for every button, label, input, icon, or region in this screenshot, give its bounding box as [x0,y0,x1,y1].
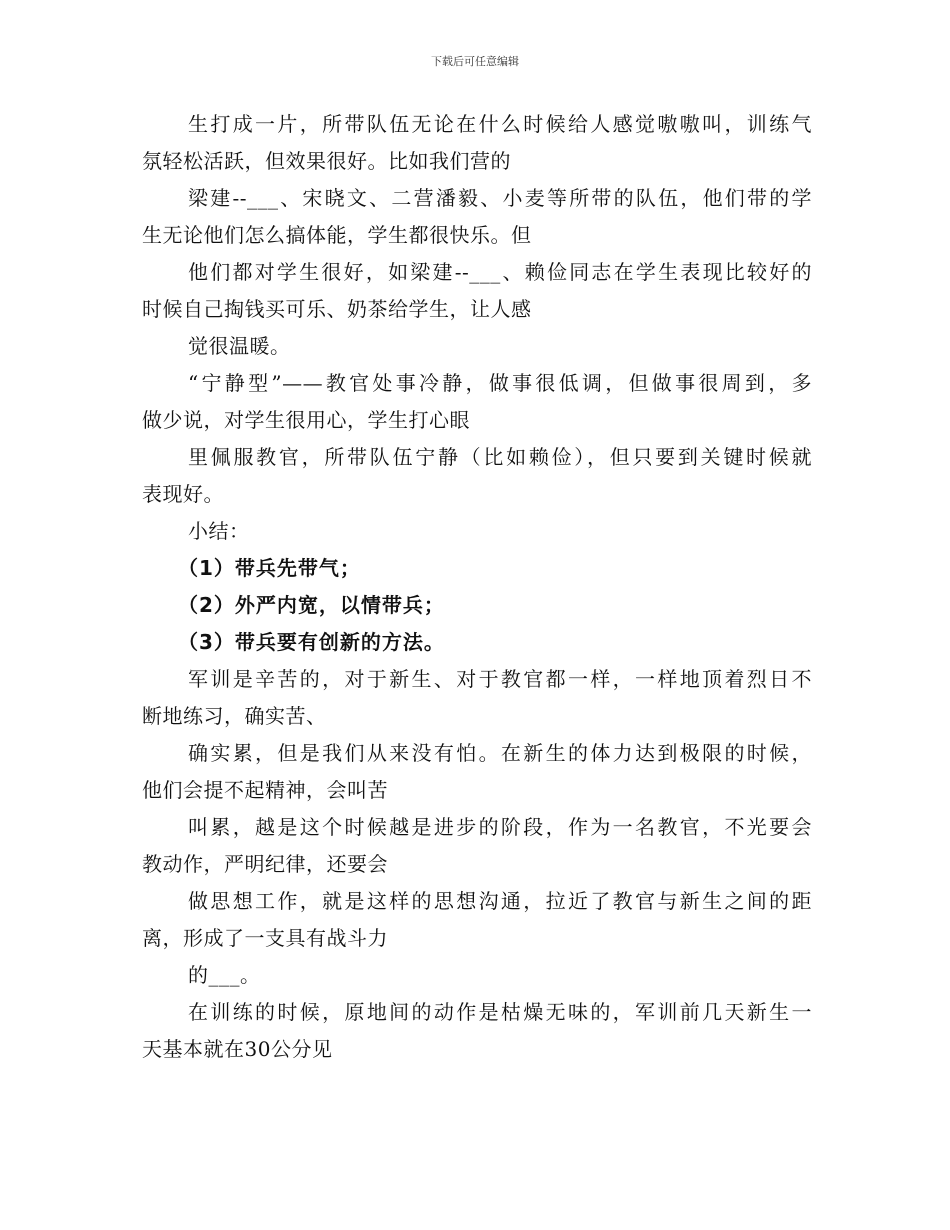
text-line: 的___。 [188,963,261,987]
text-line: 氛轻松活跃，但效果很好。比如我们营的 [142,149,511,173]
text-line: 离，形成了一支具有战斗力 [142,926,388,950]
text-line: 生打成一片，所带队伍无论在什么时候给人感觉嗷嗷叫，训练气 [188,112,812,136]
text-line: 做思想工作，就是这样的思想沟通，拉近了教官与新生之间的距 [188,889,812,913]
document-body [142,106,812,1068]
text-line: 表现好。 [142,482,224,506]
text-line: 教动作，严明纪律，还要会 [142,852,388,876]
text-line: 军训是辛苦的，对于新生、对于教官都一样，一样地顶着烈日不 [188,667,812,691]
page-header: 下载后可任意编辑 [431,55,519,68]
text-line: 他们会提不起精神，会叫苦 [142,778,388,802]
text-line: “宁静型”——教官处事冷静，做事很低调，但做事很周到，多 [188,371,812,395]
text-line: 他们都对学生很好，如梁建--___、赖俭同志在学生表现比较好的 [188,260,812,284]
text-line: 做少说，对学生很用心，学生打心眼 [142,408,470,432]
summary-item-2: （2）外严内宽，以情带兵； [178,593,445,617]
text-line: 确实累，但是我们从来没有怕。在新生的体力达到极限的时候， [188,741,812,765]
summary-heading: 小结： [188,519,250,543]
summary-item-1: （1）带兵先带气； [178,556,361,580]
text-line: 里佩服教官，所带队伍宁静（比如赖俭），但只要到关键时候就 [188,445,812,469]
text-line: 在训练的时候，原地间的动作是枯燥无味的，军训前几天新生一 [188,1000,812,1024]
text-line: 断地练习，确实苦、 [142,704,327,728]
text-line: 觉很温暖。 [188,334,291,358]
text-line: 叫累，越是这个时候越是进步的阶段，作为一名教官，不光要会 [188,815,812,839]
text-line: 生无论他们怎么搞体能，学生都很快乐。但 [142,223,532,247]
text-line: 梁建--___、宋晓文、二营潘毅、小麦等所带的队伍，他们带的学 [188,186,812,210]
summary-item-3: （3）带兵要有创新的方法。 [178,630,445,654]
text-line: 时候自己掏钱买可乐、奶茶给学生，让人感 [142,297,532,321]
text-line: 天基本就在30公分见 [142,1037,333,1061]
